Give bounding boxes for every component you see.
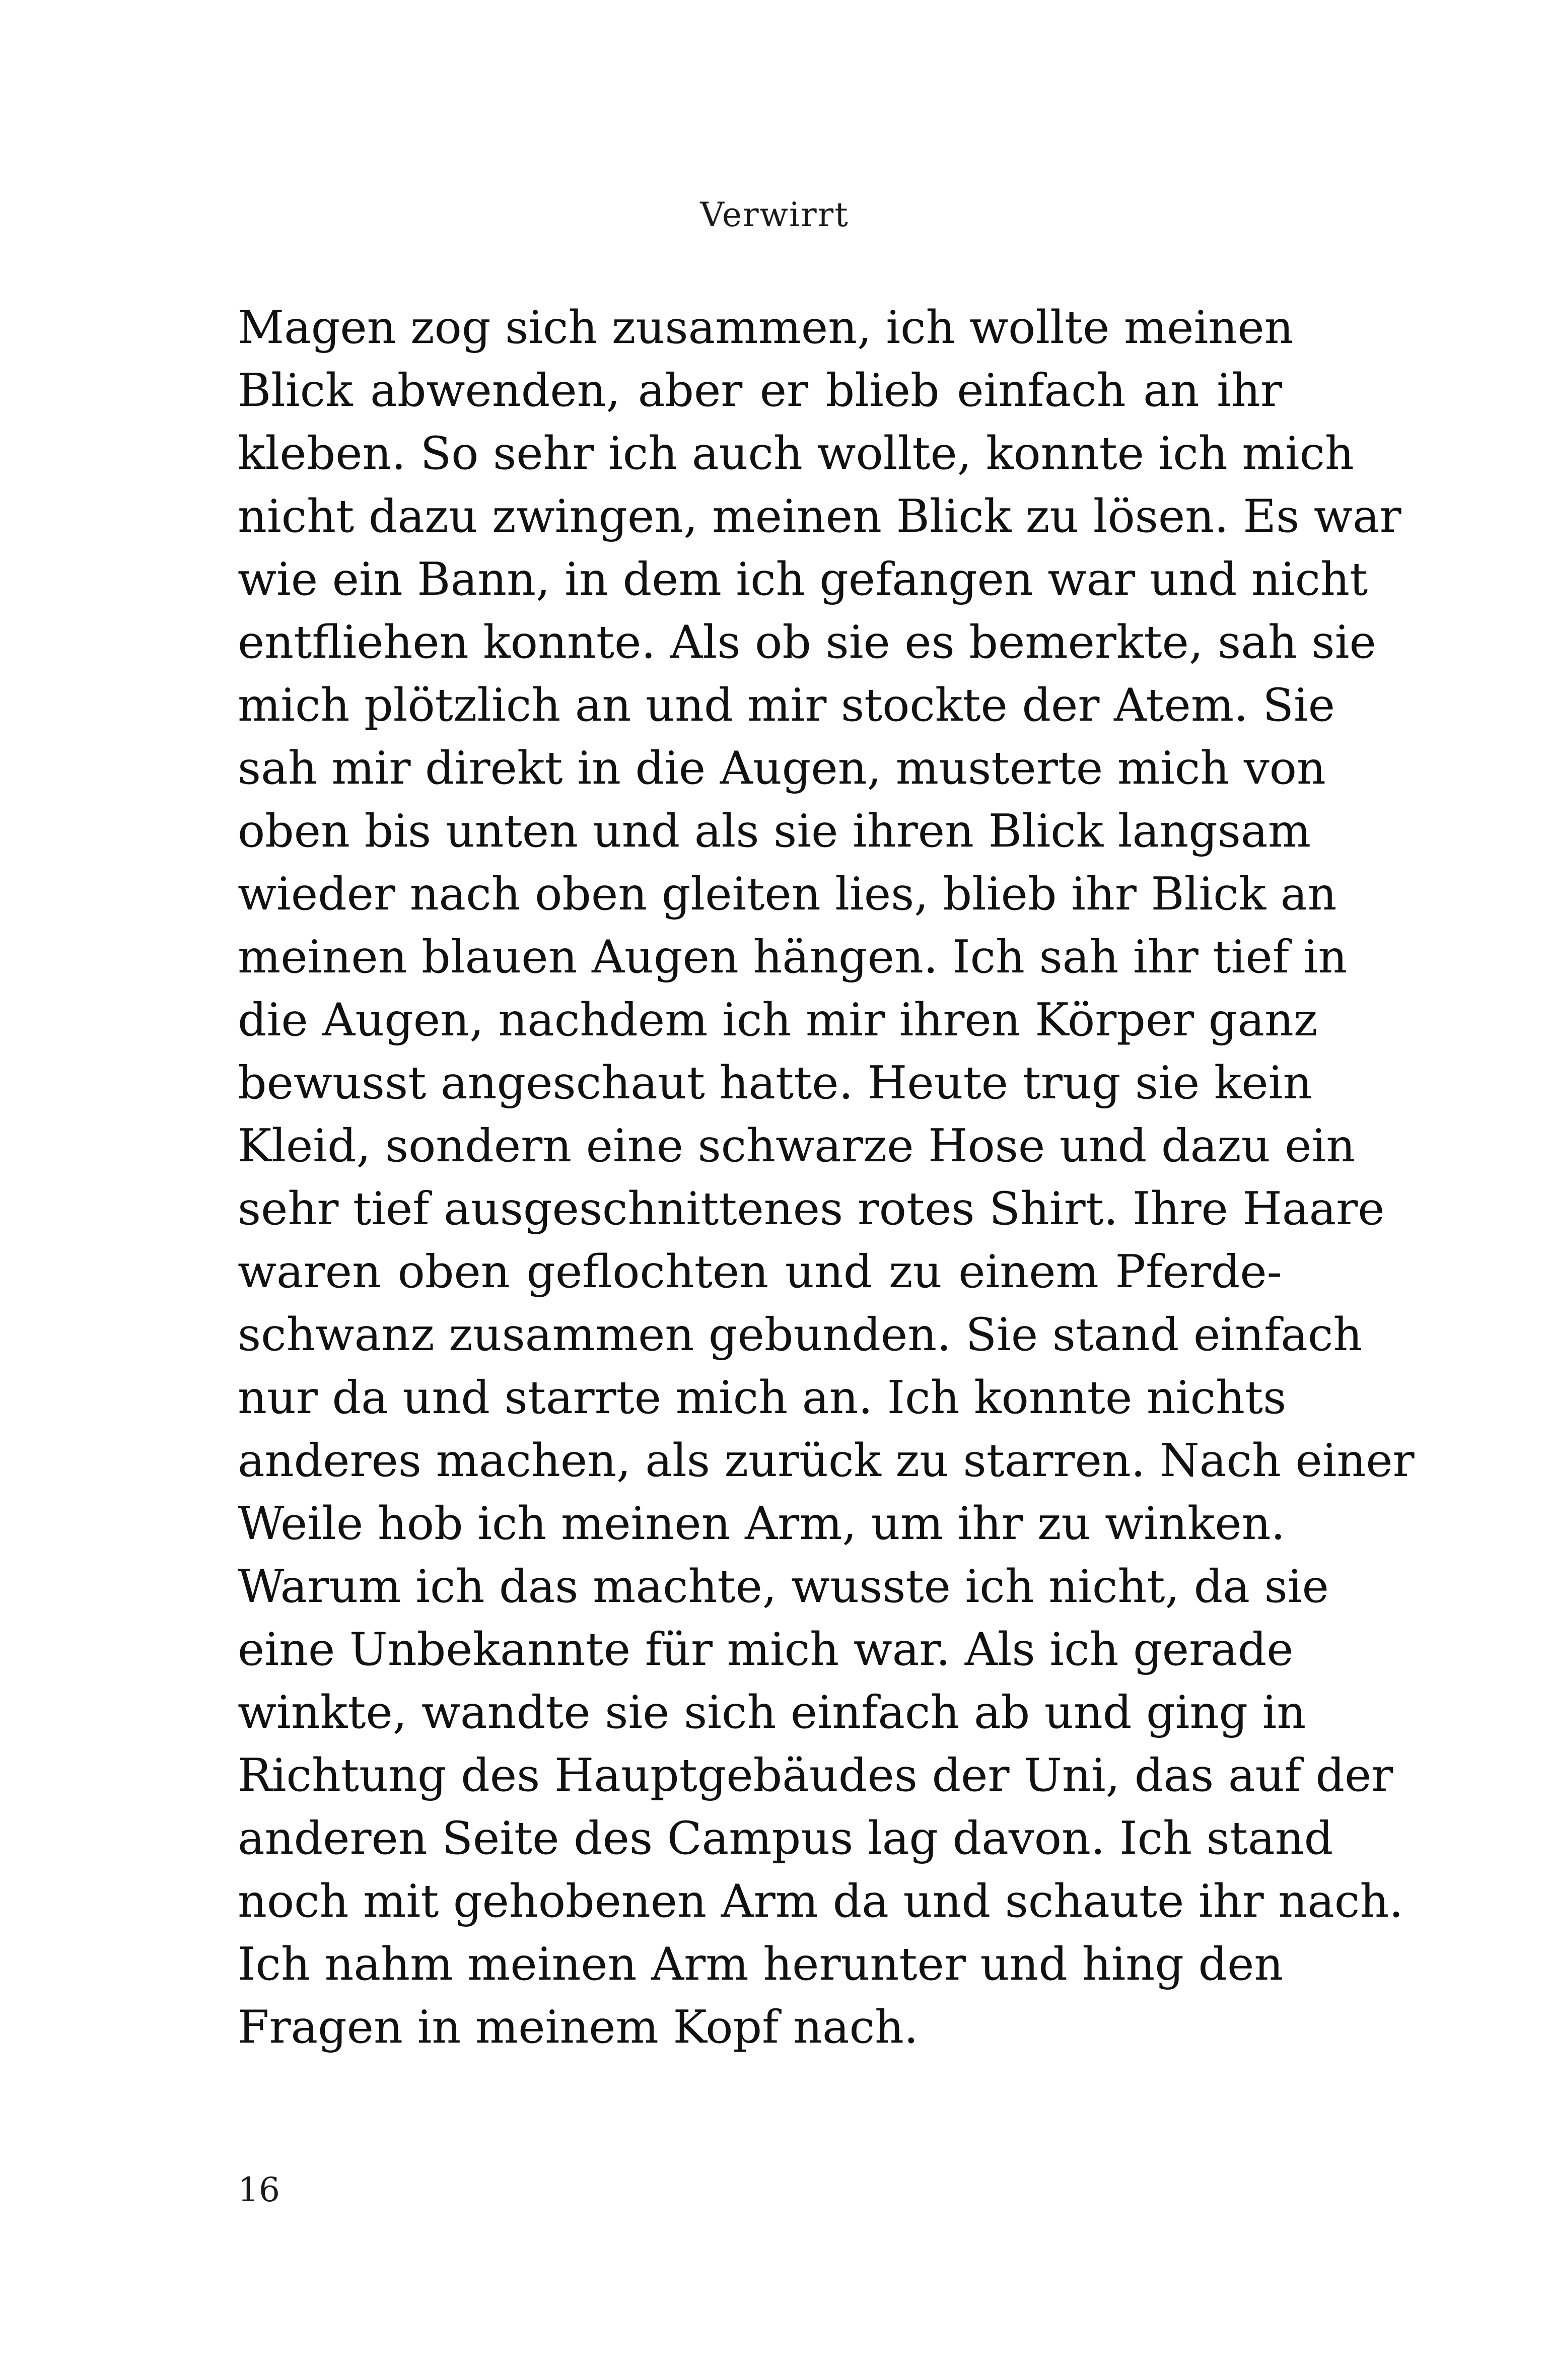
text-line-last: Fragen in meinem Kopf nach.: [238, 2001, 919, 2054]
text-line: Kleid, sondern eine schwarze Hose und dazu ein: [238, 1119, 1356, 1172]
text-line: eine Unbekannte für mich war. Als ich gerade: [238, 1623, 1294, 1676]
text-line: meinen blauen Augen hängen. Ich sah ihr tief in: [238, 931, 1348, 984]
text-line: wie ein Bann, in dem ich gefangen war und nicht: [238, 553, 1368, 606]
text-line: winkte, wandte sie sich einfach ab und ging in: [238, 1686, 1306, 1739]
text-line: Warum ich das machte, wusste ich nicht, da sie: [238, 1560, 1329, 1613]
text-line: noch mit gehobenen Arm da und schaute ihr nach.: [238, 1875, 1403, 1928]
text-line: anderes machen, als zurück zu starren. Nach einer: [238, 1434, 1415, 1487]
text-line: nicht dazu zwingen, meinen Blick zu lösen. Es war: [238, 490, 1401, 543]
text-line: schwanz zusammen gebunden. Sie stand einfach: [238, 1308, 1363, 1361]
text-line: waren oben geflochten und zu einem Pferde-: [238, 1245, 1282, 1298]
text-line: sah mir direkt in die Augen, musterte mich von: [238, 742, 1326, 795]
text-line: entfliehen konnte. Als ob sie es bemerkte, sah sie: [238, 616, 1376, 669]
text-line: bewusst angeschaut hatte. Heute trug sie kein: [238, 1057, 1312, 1109]
text-line: Ich nahm meinen Arm herunter und hing den: [238, 1938, 1284, 1991]
running-head: Verwirrt: [700, 195, 849, 234]
text-line: Magen zog sich zusammen, ich wollte meinen: [238, 301, 1294, 354]
text-line: oben bis unten und als sie ihren Blick langsam: [238, 805, 1311, 858]
text-line: wieder nach oben gleiten lies, blieb ihr Blick an: [238, 868, 1337, 921]
text-line: mich plötzlich an und mir stockte der Atem. Sie: [238, 679, 1335, 732]
text-line: Weile hob ich meinen Arm, um ihr zu winken.: [238, 1497, 1286, 1550]
text-line: nur da und starrte mich an. Ich konnte nichts: [238, 1371, 1287, 1424]
text-line: sehr tief ausgeschnittenes rotes Shirt. Ihre Haare: [238, 1182, 1385, 1235]
text-line: Richtung des Hauptgebäudes der Uni, das auf der: [238, 1749, 1393, 1802]
body-text: [238, 296, 1415, 2059]
text-line: anderen Seite des Campus lag davon. Ich stand: [238, 1812, 1333, 1865]
text-line: kleben. So sehr ich auch wollte, konnte ich mich: [238, 427, 1354, 480]
text-line: Blick abwenden, aber er blieb einfach an ihr: [238, 364, 1282, 417]
page-number: 16: [238, 2171, 280, 2209]
text-line: die Augen, nachdem ich mir ihren Körper ganz: [238, 994, 1318, 1046]
